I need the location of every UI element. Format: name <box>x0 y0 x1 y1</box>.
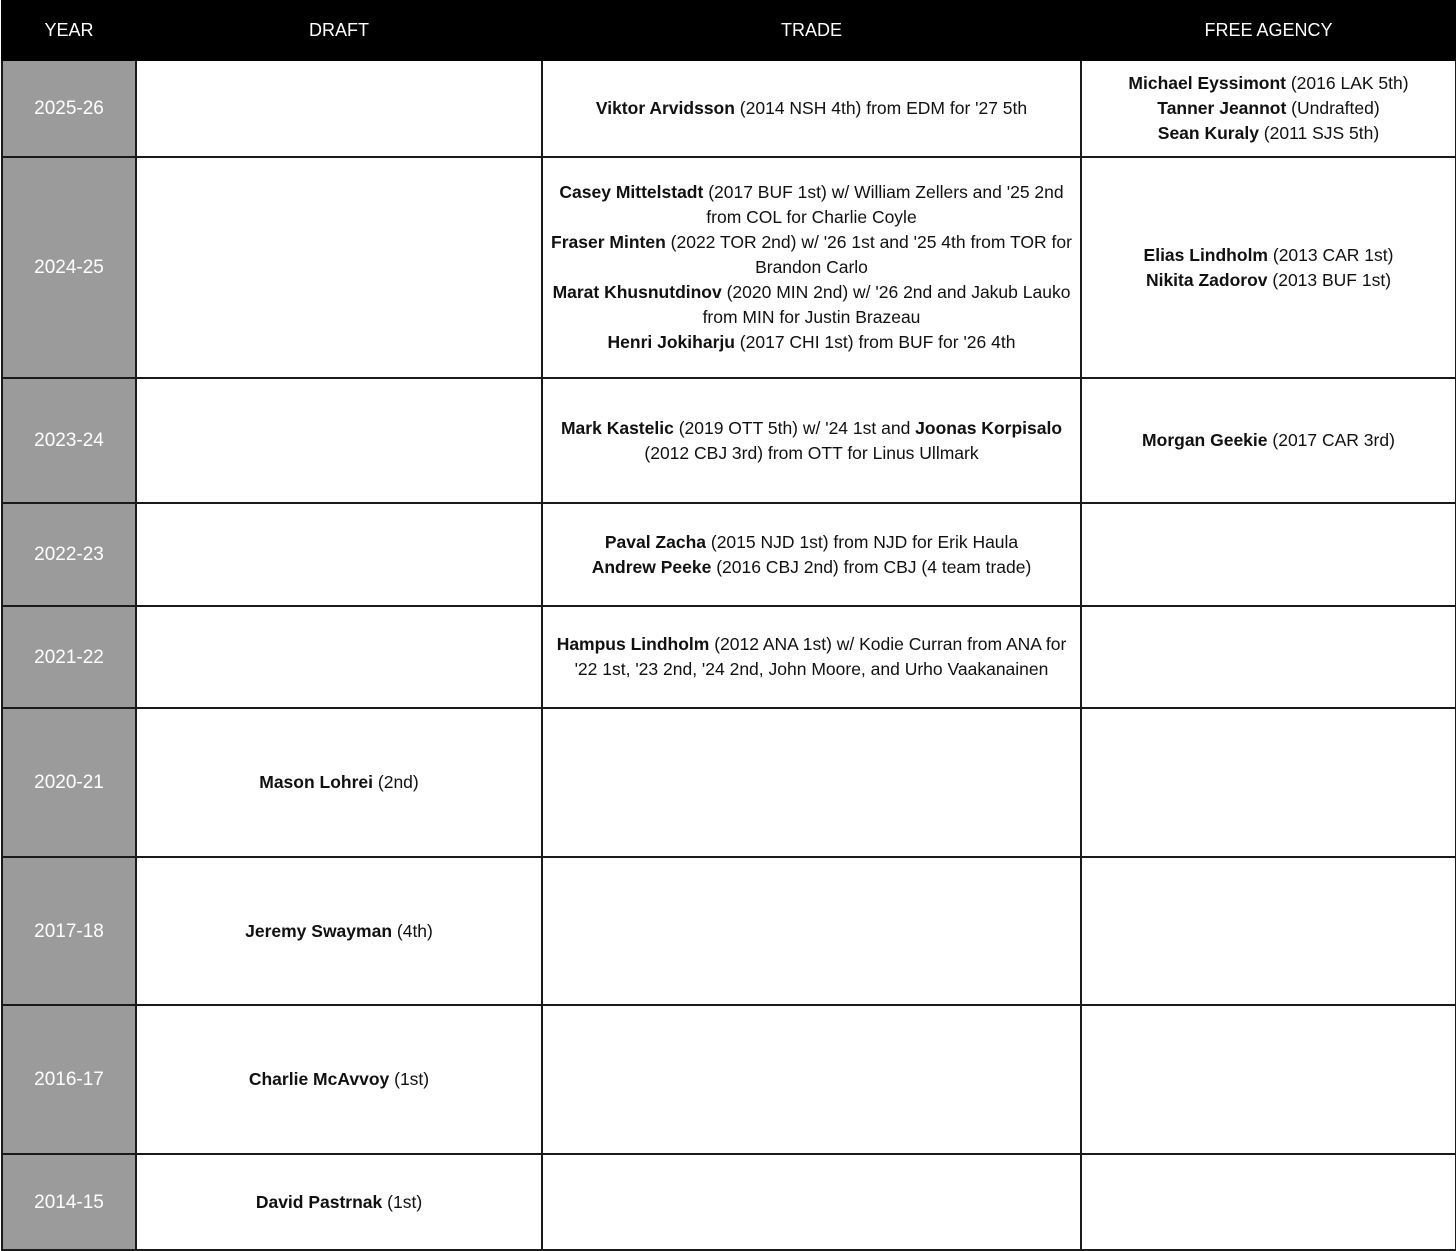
draft-cell <box>136 157 542 378</box>
player-name: Mason Lohrei <box>259 772 374 792</box>
trade-cell <box>542 708 1081 857</box>
player-name: Henri Jokiharju <box>607 332 735 352</box>
trade-cell <box>542 1154 1081 1250</box>
trade-cell <box>542 378 1081 503</box>
table-row <box>2 708 1456 857</box>
table-row <box>2 60 1456 157</box>
year-cell: 2016-17 <box>2 1005 136 1154</box>
trade-cell <box>542 606 1081 708</box>
acquisitions-table <box>1 0 1456 1251</box>
year-cell: 2014-15 <box>2 1154 136 1250</box>
player-name: Hampus Lindholm <box>556 634 710 654</box>
table-row <box>2 378 1456 503</box>
free-agency-cell <box>1081 60 1456 157</box>
acquisition-detail: (2017 CHI 1st) from BUF for '26 4th <box>734 332 1016 352</box>
acquisition-detail: (2017 CAR 3rd) <box>1267 430 1395 450</box>
free-agency-cell <box>1081 606 1456 708</box>
player-name: Jeremy Swayman <box>245 920 393 941</box>
year-cell: 2025-26 <box>2 60 136 157</box>
acquisition-detail: (2019 OTT 5th) w/ '24 1st and <box>673 417 916 438</box>
table-row <box>2 1005 1456 1154</box>
player-name: Marat Khusnutdinov <box>552 282 722 302</box>
player-name: Nikita Zadorov <box>1145 269 1268 290</box>
acquisition-detail: (2013 BUF 1st) <box>1267 269 1392 290</box>
player-name: Morgan Geekie <box>1142 430 1268 450</box>
table-row <box>2 857 1456 1005</box>
year-cell: 2023-24 <box>2 378 136 503</box>
acquisition-entry <box>547 632 1076 682</box>
table-row <box>2 1154 1456 1250</box>
draft-cell <box>136 503 542 606</box>
table-body <box>2 60 1456 1250</box>
draft-cell <box>136 1154 542 1250</box>
acquisition-entry <box>141 1067 537 1092</box>
year-cell: 2021-22 <box>2 606 136 708</box>
acquisition-detail: (2016 LAK 5th) <box>1285 73 1409 93</box>
acquisition-entry <box>1086 121 1451 146</box>
trade-cell <box>542 60 1081 157</box>
draft-cell <box>136 708 542 857</box>
trade-cell <box>542 857 1081 1005</box>
acquisition-detail: (2011 SJS 5th) <box>1258 123 1380 143</box>
player-name: Casey Mittelstadt <box>559 182 704 202</box>
acquisition-detail: (Undrafted) <box>1286 98 1380 118</box>
year-cell: 2022-23 <box>2 503 136 606</box>
player-name: Charlie McAvvoy <box>248 1069 390 1089</box>
player-name: Paval Zacha <box>604 531 706 552</box>
acquisition-detail: (2nd) <box>373 772 419 792</box>
trade-cell <box>542 1005 1081 1154</box>
acquisition-detail: (2017 BUF 1st) w/ William Zellers and '25 2nd from COL for Charlie Coyle <box>703 182 1064 227</box>
acquisition-entry <box>547 96 1076 121</box>
draft-cell <box>136 857 542 1005</box>
player-name: Mark Kastelic <box>560 417 674 438</box>
acquisition-entry <box>547 416 1076 466</box>
player-name: David Pastrnak <box>255 1191 383 1212</box>
table-row <box>2 157 1456 378</box>
header-row <box>2 1 1456 60</box>
acquisition-detail: (2016 CBJ 2nd) from CBJ (4 team trade) <box>711 556 1032 577</box>
acquisition-detail: (2022 TOR 2nd) w/ '26 1st and '25 4th from TOR for Brandon Carlo <box>665 232 1072 277</box>
acquisition-entry <box>547 555 1076 580</box>
free-agency-cell <box>1081 1005 1456 1154</box>
acquisition-entry <box>547 330 1076 355</box>
year-cell: 2020-21 <box>2 708 136 857</box>
acquisition-entry <box>547 180 1076 230</box>
player-name: Fraser Minten <box>551 232 666 252</box>
year-cell: 2017-18 <box>2 857 136 1005</box>
trade-cell <box>542 157 1081 378</box>
year-cell: 2024-25 <box>2 157 136 378</box>
acquisition-entry <box>547 280 1076 330</box>
table-row <box>2 503 1456 606</box>
player-name: Viktor Arvidsson <box>595 98 735 118</box>
free-agency-cell <box>1081 157 1456 378</box>
acquisition-entry <box>547 230 1076 280</box>
free-agency-cell <box>1081 857 1456 1005</box>
draft-cell <box>136 60 542 157</box>
acquisition-detail: (1st) <box>382 1191 423 1212</box>
acquisition-detail: (2012 CBJ 3rd) from OTT for Linus Ullmark <box>644 442 979 463</box>
draft-cell <box>136 378 542 503</box>
free-agency-cell <box>1081 708 1456 857</box>
acquisition-detail: (2012 ANA 1st) w/ Kodie Curran from ANA for '22 1st, '23 2nd, '24 2nd, John Moore, and Urho Vaakanainen <box>574 634 1067 679</box>
draft-cell <box>136 606 542 708</box>
player-name: Tanner Jeannot <box>1157 98 1287 118</box>
acquisition-detail: (2013 CAR 1st) <box>1268 244 1394 265</box>
header-trade: TRADE <box>542 1 1081 60</box>
free-agency-cell <box>1081 503 1456 606</box>
acquisition-entry <box>547 530 1076 555</box>
acquisition-detail: (2020 MIN 2nd) w/ '26 2nd and Jakub Lauko from MIN for Justin Brazeau <box>702 282 1071 327</box>
acquisition-entry <box>1086 71 1451 96</box>
acquisition-entry <box>1086 96 1451 121</box>
draft-cell <box>136 1005 542 1154</box>
acquisition-entry <box>1086 428 1451 453</box>
acquisition-entry <box>1086 268 1451 293</box>
free-agency-cell <box>1081 378 1456 503</box>
player-name: Sean Kuraly <box>1157 123 1259 143</box>
header-free-agency: FREE AGENCY <box>1081 1 1456 60</box>
player-name: Joonas Korpisalo <box>915 417 1063 438</box>
player-name: Andrew Peeke <box>591 556 712 577</box>
player-name: Michael Eyssimont <box>1128 73 1286 93</box>
acquisition-detail: (1st) <box>389 1069 430 1089</box>
acquisition-detail: (4th) <box>392 920 433 941</box>
trade-cell <box>542 503 1081 606</box>
free-agency-cell <box>1081 1154 1456 1250</box>
acquisition-entry <box>141 1190 537 1215</box>
acquisition-entry <box>141 770 537 795</box>
table-row <box>2 606 1456 708</box>
acquisition-entry <box>1086 243 1451 268</box>
header-year: YEAR <box>2 1 136 60</box>
acquisition-entry <box>141 919 537 944</box>
header-draft: DRAFT <box>136 1 542 60</box>
acquisition-detail: (2015 NJD 1st) from NJD for Erik Haula <box>706 531 1019 552</box>
acquisition-detail: (2014 NSH 4th) from EDM for '27 5th <box>734 98 1028 118</box>
player-name: Elias Lindholm <box>1143 244 1268 265</box>
